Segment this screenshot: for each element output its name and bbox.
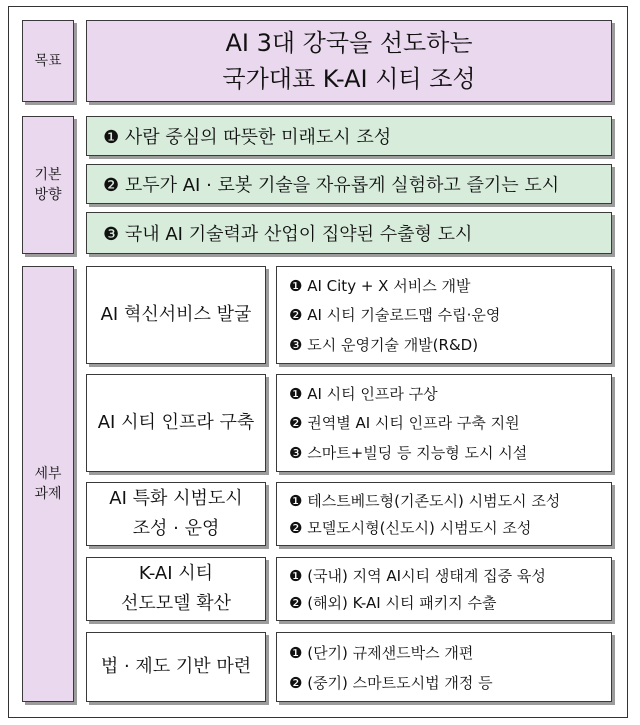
task-item: ❷ AI 시티 기술로드맵 수립·운영 bbox=[289, 306, 501, 325]
direction-item-text: ❷ 모두가 AI · 로봇 기술을 자유롭게 실험하고 즐기는 도시 bbox=[103, 175, 560, 196]
direction-label-line2: 방향 bbox=[34, 187, 62, 203]
task-item: ❶ (국내) 지역 AI시티 생태계 집중 육성 bbox=[289, 567, 546, 585]
goal-title-line2: 국가대표 K-AI 시티 조성 bbox=[222, 65, 476, 93]
task-title-line2: 선도모델 확산 bbox=[120, 593, 232, 614]
task-title-box bbox=[86, 557, 266, 621]
task-title-box bbox=[86, 482, 266, 546]
task-item: ❶ AI 시티 인프라 구상 bbox=[289, 385, 438, 404]
goal-title-line1: AI 3대 강국을 선도하는 bbox=[225, 29, 473, 57]
goal-label: 목표 bbox=[34, 53, 62, 69]
direction-label-line1: 기본 bbox=[34, 167, 62, 183]
task-item: ❶ (단기) 규제샌드박스 개편 bbox=[289, 643, 474, 662]
task-title-box bbox=[86, 266, 266, 364]
direction-item bbox=[86, 212, 612, 254]
direction-item-text: ❶ 사람 중심의 따뜻한 미래도시 조성 bbox=[103, 127, 392, 148]
task-title: AI 혁신서비스 발굴 bbox=[100, 304, 252, 325]
direction-item bbox=[86, 164, 612, 204]
task-item: ❶ AI City + X 서비스 개발 bbox=[289, 277, 471, 296]
task-item: ❸ 도시 운영기술 개발(R&D) bbox=[289, 335, 479, 354]
task-items-box bbox=[276, 632, 612, 702]
direction-item-text: ❸ 국내 AI 기술력과 산업이 집약된 수출형 도시 bbox=[103, 224, 473, 245]
direction-label-box bbox=[22, 116, 74, 254]
task-title-line1: K-AI 시티 bbox=[138, 563, 214, 584]
task-item: ❸ 스마트+빌딩 등 지능형 도시 시설 bbox=[289, 443, 528, 462]
task-item: ❷ 권역별 AI 시티 인프라 구축 지원 bbox=[289, 414, 520, 433]
direction-item bbox=[86, 116, 612, 156]
task-item: ❷ (해외) K-AI 시티 패키지 수출 bbox=[289, 594, 497, 612]
task-items-box bbox=[276, 266, 612, 364]
task-item: ❷ (중기) 스마트도시법 개정 등 bbox=[289, 673, 493, 692]
task-title-box bbox=[86, 374, 266, 472]
task-title: 법 · 제도 기반 마련 bbox=[100, 656, 252, 677]
task-items-box bbox=[276, 482, 612, 546]
goal-label-box bbox=[22, 20, 74, 102]
goal-title-box bbox=[86, 20, 612, 102]
task-title-box bbox=[86, 632, 266, 702]
task-title-line1: AI 특화 시범도시 bbox=[109, 488, 243, 509]
task-item: ❷ 모델도시형(신도시) 시범도시 조성 bbox=[289, 519, 532, 537]
tasks-label-line2: 과제 bbox=[34, 486, 62, 502]
task-item: ❶ 테스트베드형(기존도시) 시범도시 조성 bbox=[289, 492, 561, 510]
task-title-line2: 조성 · 운영 bbox=[132, 518, 220, 539]
tasks-label-box bbox=[22, 266, 74, 702]
task-items-box bbox=[276, 557, 612, 621]
task-title: AI 시티 인프라 구축 bbox=[97, 412, 255, 433]
task-items-box bbox=[276, 374, 612, 472]
tasks-label-line1: 세부 bbox=[34, 466, 62, 482]
